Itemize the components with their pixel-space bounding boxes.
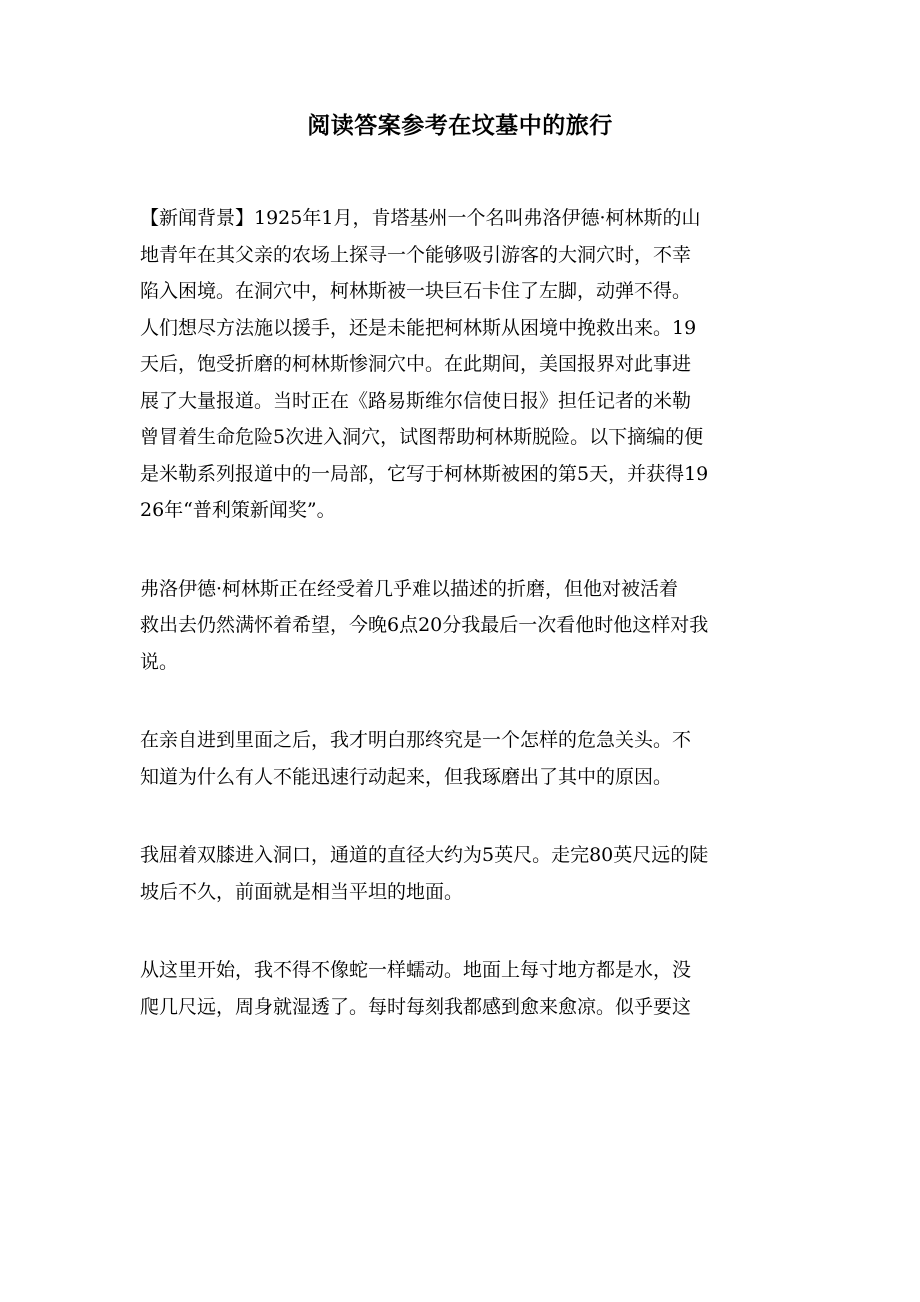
paragraph-cave-entrance (140, 837, 780, 910)
text-line: 展了大量报道。当时正在《路易斯维尔信使日报》担任记者的米勒 (140, 389, 692, 412)
text-line: 说。 (140, 650, 179, 673)
text-line: 曾冒着生命危险5次进入洞穴，试图帮助柯林斯脱险。以下摘编的便 (140, 426, 704, 448)
paragraph-critical-moment (140, 722, 780, 795)
text-line: 从这里开始，我不得不像蛇一样蠕动。地面上每寸地方都是水，没 (140, 959, 692, 981)
text-line: 26年“普利策新闻奖”。 (140, 499, 336, 521)
text-line: 在亲自进到里面之后，我才明白那终究是一个怎样的危急关头。不 (140, 729, 692, 751)
text-line: 我屈着双膝进入洞口，通道的直径大约为5英尺。走完80英尺远的陡 (140, 844, 709, 866)
text-line: 坡后不久，前面就是相当平坦的地面。 (140, 880, 464, 903)
text-line: 救出去仍然满怀着希望，今晚6点20分我最后一次看他时他这样对我 (140, 614, 709, 636)
text-line: 弗洛伊德·柯林斯正在经受着几乎难以描述的折磨，但他对被活着 (140, 577, 679, 600)
document-title: 阅读答案参考在坟墓中的旅行 (307, 112, 613, 139)
document-body (140, 200, 780, 1067)
text-line: 【新闻背景】1925年1月，肯塔基州一个名叫弗洛伊德·柯林斯的山 (140, 207, 701, 229)
text-line: 爬几尺远，周身就湿透了。每时每刻我都感到愈来愈凉。似乎要这 (140, 995, 692, 1018)
text-line: 陷入困境。在洞穴中，柯林斯被一块巨石卡住了左脚，动弹不得。 (140, 280, 692, 302)
text-line: 人们想尽方法施以援手，还是未能把柯林斯从困境中挽救出来。19 (140, 316, 697, 339)
text-line: 地青年在其父亲的农场上探寻一个能够吸引游客的大洞穴时，不幸 (140, 243, 692, 266)
text-line: 知道为什么有人不能迅速行动起来，但我琢磨出了其中的原因。 (140, 765, 673, 788)
text-line: 是米勒系列报道中的一局部，它写于柯林斯被困的第5天，并获得19 (140, 462, 709, 485)
paragraph-news-background (140, 200, 780, 529)
paragraph-crawling (140, 952, 780, 1025)
text-line: 天后，饱受折磨的柯林斯惨洞穴中。在此期间，美国报界对此事进 (140, 353, 692, 375)
paragraph-collins-hope (140, 571, 780, 681)
